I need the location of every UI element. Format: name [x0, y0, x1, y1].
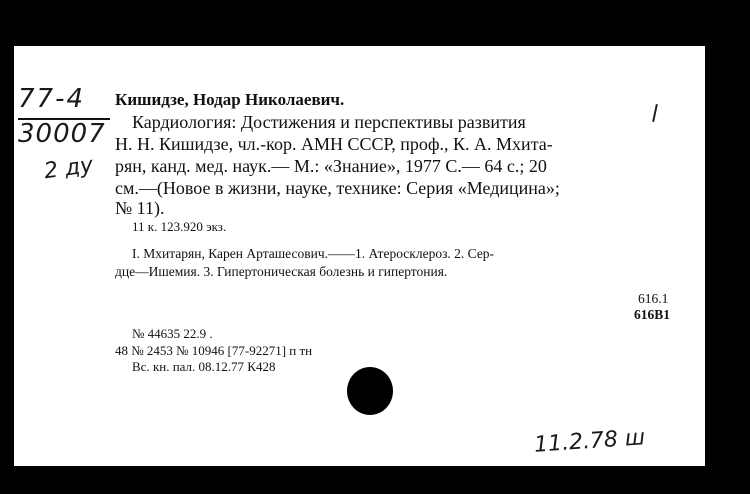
description-line-5: № 11).	[115, 198, 165, 218]
pen-mark	[652, 104, 658, 122]
description-line-3: рян, канд. мед. наук.— М.: «Знание», 1977 С.— 64 с.; 20	[115, 156, 547, 176]
description-line-2: Н. Н. Кишидзе, чл.-кор. АМН СССР, проф., К. А. Мхита-	[115, 134, 553, 154]
call-number-extra: 2 ду	[42, 152, 95, 185]
description-line-4: см.—(Новое в жизни, науке, технике: Серия «Медицина»;	[115, 178, 560, 198]
call-number-top: 77-4	[18, 84, 86, 114]
circulation-note: 11 к. 123.920 экз.	[132, 219, 227, 234]
bbk-code: 616В1	[634, 307, 671, 322]
tracing-line-2: дце—Ишемия. 3. Гипертоническая болезнь и гипертония.	[115, 264, 448, 279]
reference-line-2: 48 № 2453 № 10946 [77-92271] п тн	[115, 343, 313, 358]
tracing-line-1: I. Мхитарян, Карен Арташесович.——1. Атеросклероз. 2. Сер-	[132, 246, 495, 261]
punch-hole	[347, 367, 393, 415]
call-number-bottom: 30007	[18, 119, 106, 149]
description-line-1: Кардиология: Достижения и перспективы развития	[132, 112, 526, 132]
author-heading: Кишидзе, Нодар Николаевич.	[115, 90, 345, 109]
handwritten-date: 11.2.78 ш	[533, 425, 646, 458]
reference-line-3: Вс. кн. пал. 08.12.77 К428	[132, 359, 276, 374]
udc-code: 616.1	[638, 291, 669, 306]
reference-line-1: № 44635 22.9 .	[132, 326, 213, 341]
catalog-card	[14, 46, 705, 466]
